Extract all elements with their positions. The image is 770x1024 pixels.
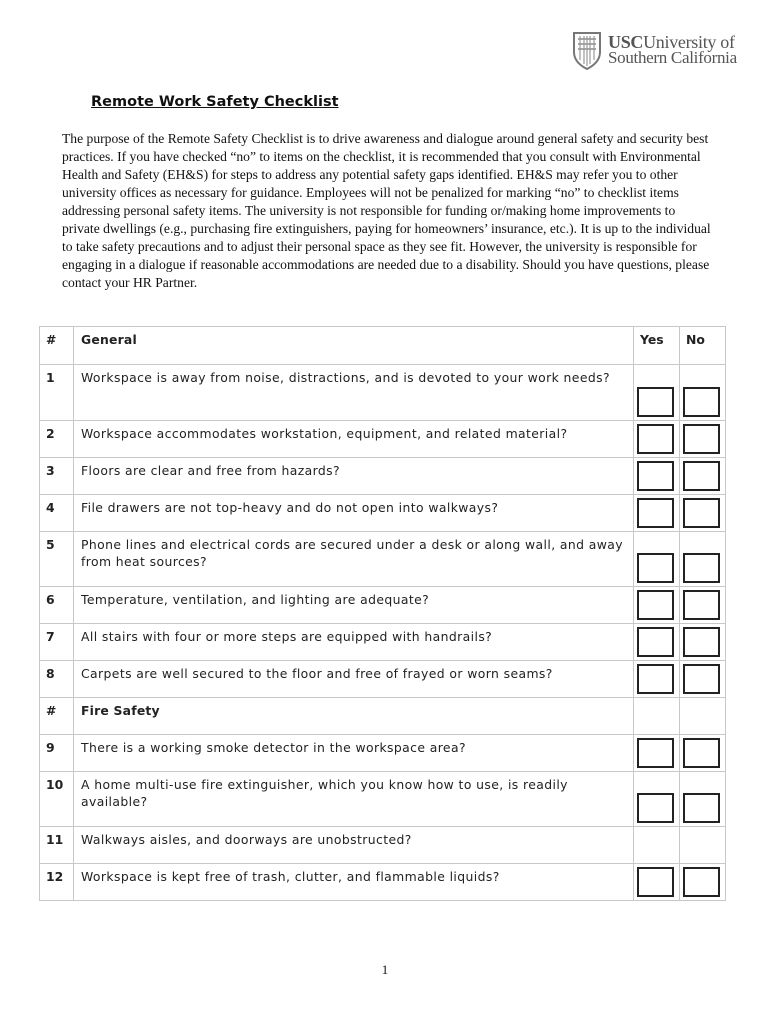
section-heading-fire-safety: Fire Safety bbox=[74, 698, 634, 735]
no-checkbox[interactable] bbox=[683, 590, 720, 620]
logo-university-text: University of bbox=[643, 32, 735, 52]
yes-cell bbox=[634, 624, 680, 661]
yes-checkbox[interactable] bbox=[637, 553, 674, 583]
table-row bbox=[40, 495, 726, 532]
table-row bbox=[40, 421, 726, 458]
no-cell bbox=[680, 421, 726, 458]
item-number: 3 bbox=[40, 458, 74, 495]
table-row bbox=[40, 772, 726, 827]
yes-checkbox[interactable] bbox=[637, 738, 674, 768]
item-text: A home multi-use fire extinguisher, which you know how to use, is readily available? bbox=[74, 772, 634, 827]
item-text: File drawers are not top-heavy and do not open into walkways? bbox=[74, 495, 634, 532]
yes-cell bbox=[634, 772, 680, 827]
intro-paragraph: The purpose of the Remote Safety Checklist is to drive awareness and dialogue around general safety and security best practices. If you have checked “no” to items on the checklist, it is recommended that you consult with Environmental Health and Safety (EH&S) for steps to address any potential safety gaps identified. EH&S may refer you to other university offices as necessary for guidance. Employees will not be penalized for marking “no” to checklist items addressing personal safety items. The university is not responsible for funding or/making home improvements to private dwellings (e.g., purchasing fire extinguishers, paying for homeowners’ insurance, etc.). It is up to the individual to take safety precautions and to adjust their personal space as they see fit. However, the university is responsible for engaging in a dialogue if reasonable accommodations are needed due to a disability. Should you have questions, please contact your HR Partner. bbox=[62, 131, 711, 290]
usc-logo bbox=[572, 28, 747, 72]
yes-checkbox[interactable] bbox=[637, 664, 674, 694]
no-checkbox[interactable] bbox=[683, 664, 720, 694]
header-hash: # bbox=[40, 327, 74, 365]
yes-cell bbox=[634, 495, 680, 532]
section-heading-general: General bbox=[74, 327, 634, 365]
item-number: 11 bbox=[40, 827, 74, 864]
no-checkbox[interactable] bbox=[683, 627, 720, 657]
no-cell bbox=[680, 864, 726, 901]
logo-southern-california-text: Southern California bbox=[608, 48, 737, 67]
document-title: Remote Work Safety Checklist bbox=[91, 94, 339, 110]
no-checkbox[interactable] bbox=[683, 867, 720, 897]
yes-cell bbox=[634, 365, 680, 421]
no-cell bbox=[680, 365, 726, 421]
header-hash: # bbox=[40, 698, 74, 735]
item-text: Temperature, ventilation, and lighting are adequate? bbox=[74, 587, 634, 624]
yes-checkbox[interactable] bbox=[637, 461, 674, 491]
no-checkbox[interactable] bbox=[683, 424, 720, 454]
section-header-row bbox=[40, 327, 726, 365]
no-cell bbox=[680, 624, 726, 661]
yes-checkbox[interactable] bbox=[637, 867, 674, 897]
table-row bbox=[40, 624, 726, 661]
table-row bbox=[40, 532, 726, 587]
yes-checkbox[interactable] bbox=[637, 498, 674, 528]
empty-cell bbox=[634, 698, 680, 735]
no-checkbox[interactable] bbox=[683, 793, 720, 823]
table-row bbox=[40, 365, 726, 421]
item-number: 10 bbox=[40, 772, 74, 827]
yes-cell bbox=[634, 587, 680, 624]
safety-checklist-table bbox=[39, 326, 726, 901]
item-text: Floors are clear and free from hazards? bbox=[74, 458, 634, 495]
item-text: There is a working smoke detector in the workspace area? bbox=[74, 735, 634, 772]
item-number: 7 bbox=[40, 624, 74, 661]
yes-cell bbox=[634, 735, 680, 772]
item-number: 12 bbox=[40, 864, 74, 901]
item-number: 9 bbox=[40, 735, 74, 772]
yes-cell bbox=[634, 421, 680, 458]
no-checkbox[interactable] bbox=[683, 461, 720, 491]
yes-checkbox[interactable] bbox=[637, 424, 674, 454]
item-text: All stairs with four or more steps are equipped with handrails? bbox=[74, 624, 634, 661]
no-cell bbox=[680, 532, 726, 587]
no-checkbox[interactable] bbox=[683, 387, 720, 417]
no-cell bbox=[680, 772, 726, 827]
item-number: 6 bbox=[40, 587, 74, 624]
no-cell bbox=[680, 458, 726, 495]
item-text: Workspace is away from noise, distractions, and is devoted to your work needs? bbox=[74, 365, 634, 421]
table-row bbox=[40, 864, 726, 901]
yes-checkbox[interactable] bbox=[637, 627, 674, 657]
item-text: Carpets are well secured to the floor and free of frayed or worn seams? bbox=[74, 661, 634, 698]
no-cell bbox=[680, 587, 726, 624]
yes-cell bbox=[634, 661, 680, 698]
no-checkbox[interactable] bbox=[683, 498, 720, 528]
no-cell bbox=[680, 661, 726, 698]
yes-checkbox[interactable] bbox=[637, 590, 674, 620]
item-text: Workspace is kept free of trash, clutter, and flammable liquids? bbox=[74, 864, 634, 901]
header-no: No bbox=[680, 327, 726, 365]
yes-checkbox[interactable] bbox=[637, 793, 674, 823]
empty-cell bbox=[634, 827, 680, 864]
table-row bbox=[40, 827, 726, 864]
yes-cell bbox=[634, 458, 680, 495]
page-number: 1 bbox=[381, 962, 389, 977]
table-row bbox=[40, 661, 726, 698]
item-number: 8 bbox=[40, 661, 74, 698]
header-yes: Yes bbox=[634, 327, 680, 365]
item-number: 4 bbox=[40, 495, 74, 532]
table-row bbox=[40, 735, 726, 772]
table-row bbox=[40, 587, 726, 624]
usc-seal-icon bbox=[572, 30, 602, 70]
empty-cell bbox=[680, 698, 726, 735]
yes-checkbox[interactable] bbox=[637, 387, 674, 417]
item-text: Workspace accommodates workstation, equipment, and related material? bbox=[74, 421, 634, 458]
logo-usc-text: USC bbox=[608, 32, 644, 52]
item-number: 5 bbox=[40, 532, 74, 587]
no-cell bbox=[680, 735, 726, 772]
item-text: Phone lines and electrical cords are secured under a desk or along wall, and away from heat sources? bbox=[74, 532, 634, 587]
yes-cell bbox=[634, 864, 680, 901]
item-text: Walkways aisles, and doorways are unobstructed? bbox=[74, 827, 634, 864]
no-checkbox[interactable] bbox=[683, 738, 720, 768]
yes-cell bbox=[634, 532, 680, 587]
no-cell bbox=[680, 495, 726, 532]
item-number: 2 bbox=[40, 421, 74, 458]
table-row bbox=[40, 458, 726, 495]
section-header-row bbox=[40, 698, 726, 735]
item-number: 1 bbox=[40, 365, 74, 421]
empty-cell bbox=[680, 827, 726, 864]
no-checkbox[interactable] bbox=[683, 553, 720, 583]
